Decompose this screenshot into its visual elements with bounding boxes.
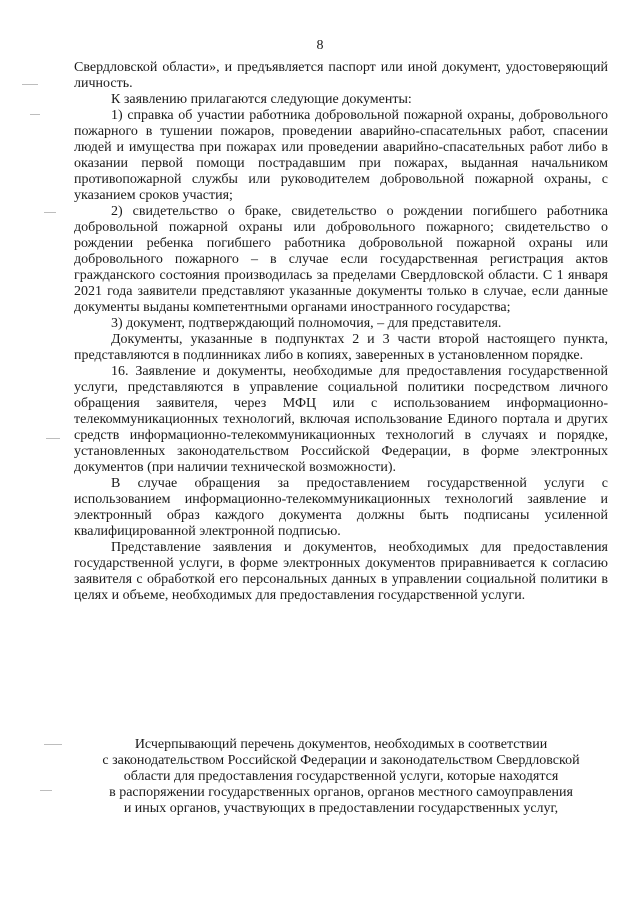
heading-line: Исчерпывающий перечень документов, необходимых в соответствии	[134, 737, 548, 752]
paragraph-item-1-certificate: 1) справка об участии работника добровольной пожарной охраны, добровольного пожарного в тушении пожаров, проведении аварийно-спасательных работ, спасении людей и имущества при пожарах или проведении аварийно-спасательных работ либо в оказании первой помощи пострадавшим при пожарах, выданная начальником противопожарной службы или руководителем добровольной пожарной охраны, с указанием сроков участия;	[74, 108, 608, 203]
paragraph-clause-16: 16. Заявление и документы, необходимые для предоставления государственной услуги, представляются в управление социальной политики посредством личного обращения заявителя, через МФЦ или с использованием информационно-телекоммуникационных технологий, включая использование Единого портала и других средств информационно-телекоммуникационных технологий в случаях и порядке, установленных законодательством Российской Федерации, в форме электронных документов (при наличии технической возможности).	[74, 364, 608, 475]
document-body	[74, 60, 608, 604]
scan-mark	[46, 438, 60, 439]
paragraph-item-2-marriage-birth: 2) свидетельство о браке, свидетельство о рождении погибшего работника добровольной пожарной охраны или добровольного пожарного; свидетельство о рождении ребенка погибшего работника добровольной пожарной охраны или добровольного пожарного – в случае если государственная регистрация актов гражданского состояния производилась за пределами Свердловской области. С 1 января 2021 года заявители представляют указанные документы только в случае, если данные документы выданы компетентными органами иностранного государства;	[74, 204, 608, 315]
heading-line: с законодательством Российской Федерации и законодательством Свердловской	[102, 753, 580, 768]
scan-mark	[44, 744, 62, 745]
scan-mark	[44, 212, 56, 213]
paragraph-attached-documents-intro: К заявлению прилагаются следующие документы:	[111, 92, 412, 107]
section-heading	[74, 737, 608, 817]
page-number: 8	[316, 38, 324, 53]
heading-line: и иных органов, участвующих в предоставлении государственных услуг,	[123, 801, 559, 816]
heading-line: области для предоставления государственной услуги, которые находятся	[123, 769, 559, 784]
scan-mark	[30, 114, 40, 115]
paragraph-passport: Свердловской области», и предъявляется паспорт или иной документ, удостоверяющий личность.	[74, 60, 608, 91]
scan-mark	[40, 790, 52, 791]
paragraph-electronic-signature: В случае обращения за предоставлением государственной услуги с использованием информационно-телекоммуникационных технологий заявление и электронный образ каждого документа должны быть подписаны усиленной квалифицированной электронной подписью.	[74, 476, 608, 539]
heading-line: в распоряжении государственных органов, органов местного самоуправления	[109, 785, 573, 800]
paragraph-personal-data-consent: Представление заявления и документов, необходимых для предоставления государственной услуги, в форме электронных документов приравнивается к согласию заявителя с обработкой его персональных данных в управлении социальной политики в целях и объеме, необходимых для предоставления государственной услуги.	[74, 540, 608, 603]
paragraph-item-3-authority: 3) документ, подтверждающий полномочия, – для представителя.	[111, 316, 502, 331]
scan-mark	[22, 84, 38, 85]
paragraph-originals-or-copies: Документы, указанные в подпунктах 2 и 3 части второй настоящего пункта, представляются в подлинниках либо в копиях, заверенных в установленном порядке.	[74, 332, 608, 363]
